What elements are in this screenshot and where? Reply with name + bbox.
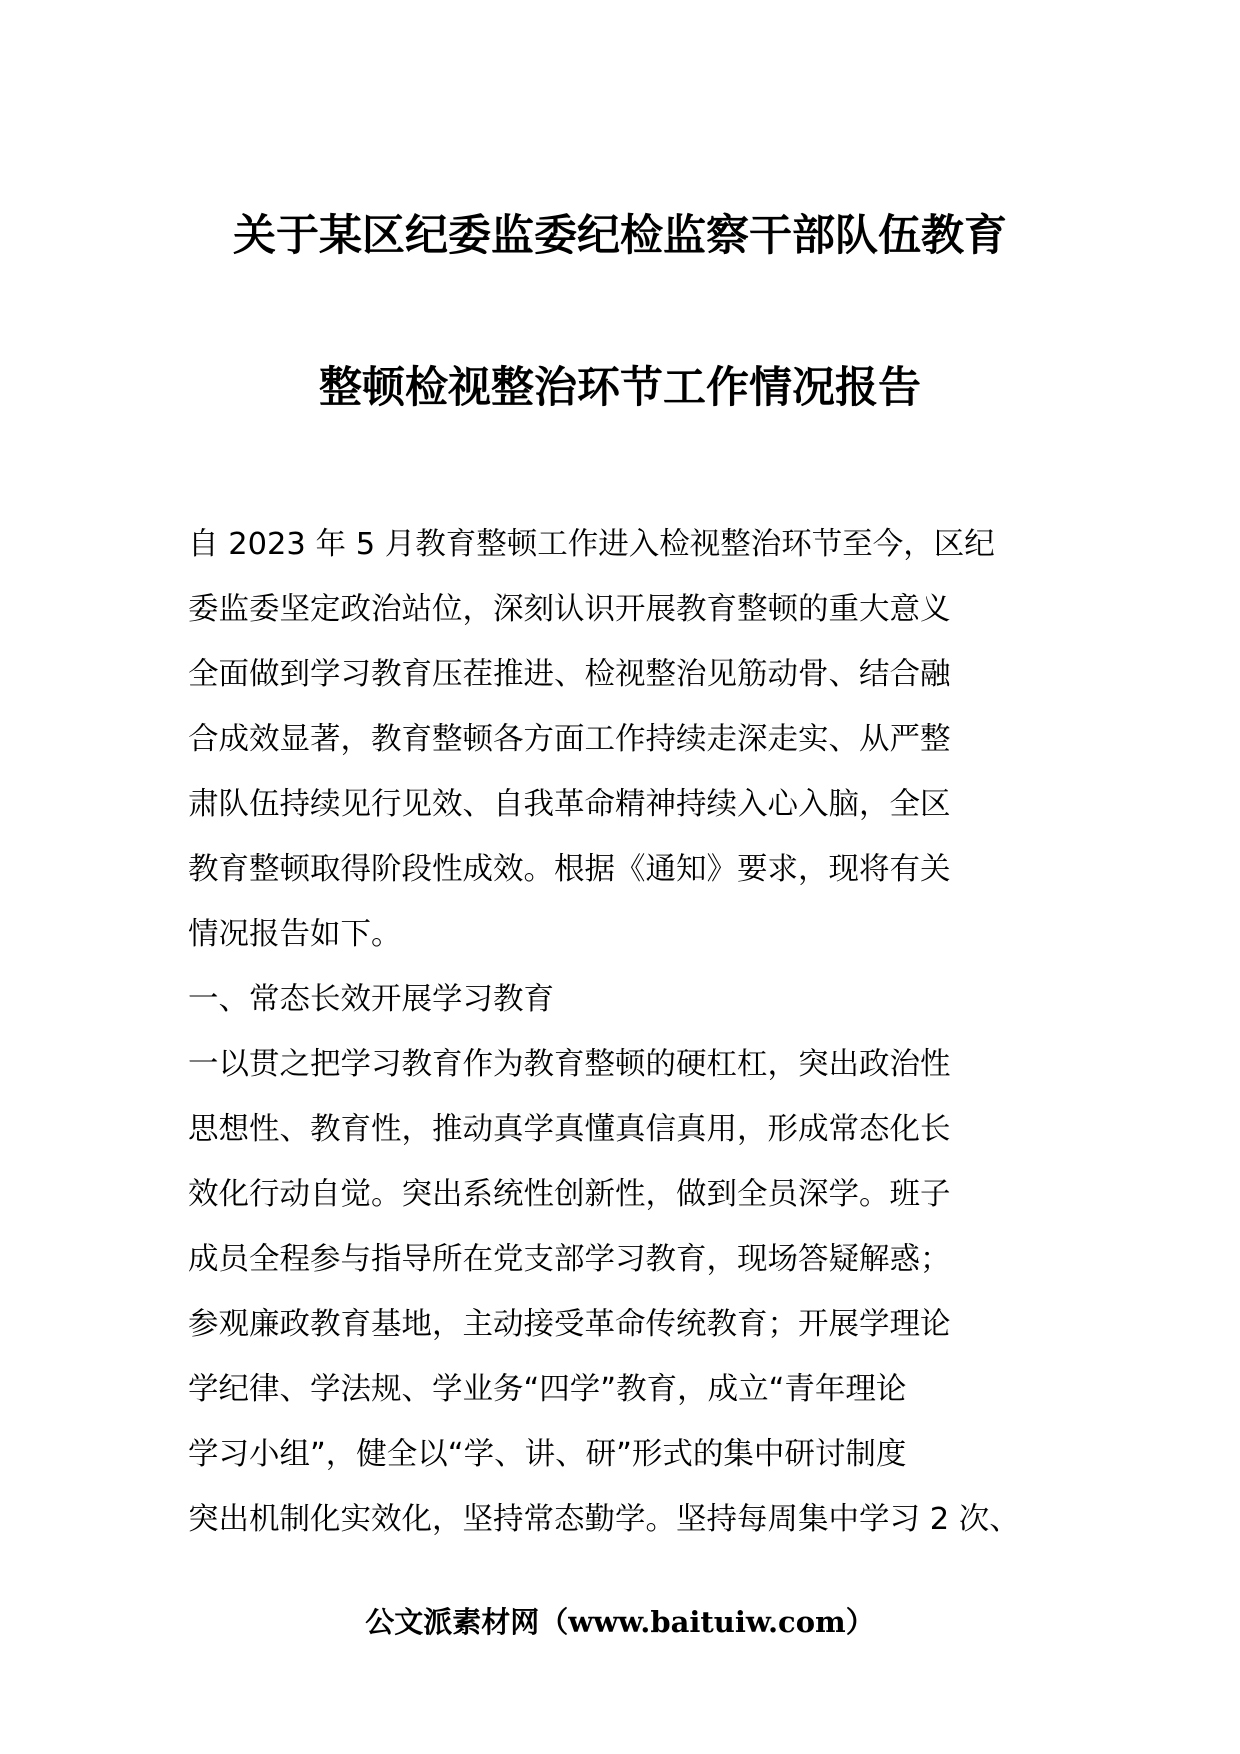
body-line: 突出机制化实效化，坚持常态勤学。坚持每周集中学习 2 次、 xyxy=(188,1502,1020,1537)
body-line: 合成效显著，教育整顿各方面工作持续走深走实、从严整 xyxy=(188,722,951,757)
body-line: 成员全程参与指导所在党支部学习教育，现场答疑解惑； xyxy=(188,1242,951,1277)
document-body xyxy=(188,512,1068,1552)
document-title-line-1: 关于某区纪委监委纪检监察干部队伍教育 xyxy=(233,211,1007,261)
body-line: 思想性、教育性，推动真学真懂真信真用，形成常态化长 xyxy=(188,1112,951,1147)
body-line: 学习小组”，健全以“学、讲、研”形式的集中研讨制度 xyxy=(188,1437,907,1472)
body-line: 一以贯之把学习教育作为教育整顿的硬杠杠，突出政治性 xyxy=(188,1047,951,1082)
body-line: 肃队伍持续见行见效、自我革命精神持续入心入脑，全区 xyxy=(188,787,951,822)
body-line: 参观廉政教育基地，主动接受革命传统教育；开展学理论 xyxy=(188,1307,951,1342)
page-footer: 公文派素材网（www.baituiw.com） xyxy=(365,1605,875,1639)
body-line: 自 2023 年 5 月教育整顿工作进入检视整治环节至今，区纪 xyxy=(188,527,995,562)
body-line: 教育整顿取得阶段性成效。根据《通知》要求，现将有关 xyxy=(188,852,951,887)
body-line: 委监委坚定政治站位，深刻认识开展教育整顿的重大意义 xyxy=(188,592,951,627)
body-line: 全面做到学习教育压茬推进、检视整治见筋动骨、结合融 xyxy=(188,657,951,692)
section-heading: 一、常态长效开展学习教育 xyxy=(188,982,554,1017)
body-line: 效化行动自觉。突出系统性创新性，做到全员深学。班子 xyxy=(188,1177,951,1212)
document-title-line-2: 整顿检视整治环节工作情况报告 xyxy=(319,363,921,413)
body-line: 学纪律、学法规、学业务“四学”教育，成立“青年理论 xyxy=(188,1372,907,1407)
body-line: 情况报告如下。 xyxy=(188,917,402,952)
